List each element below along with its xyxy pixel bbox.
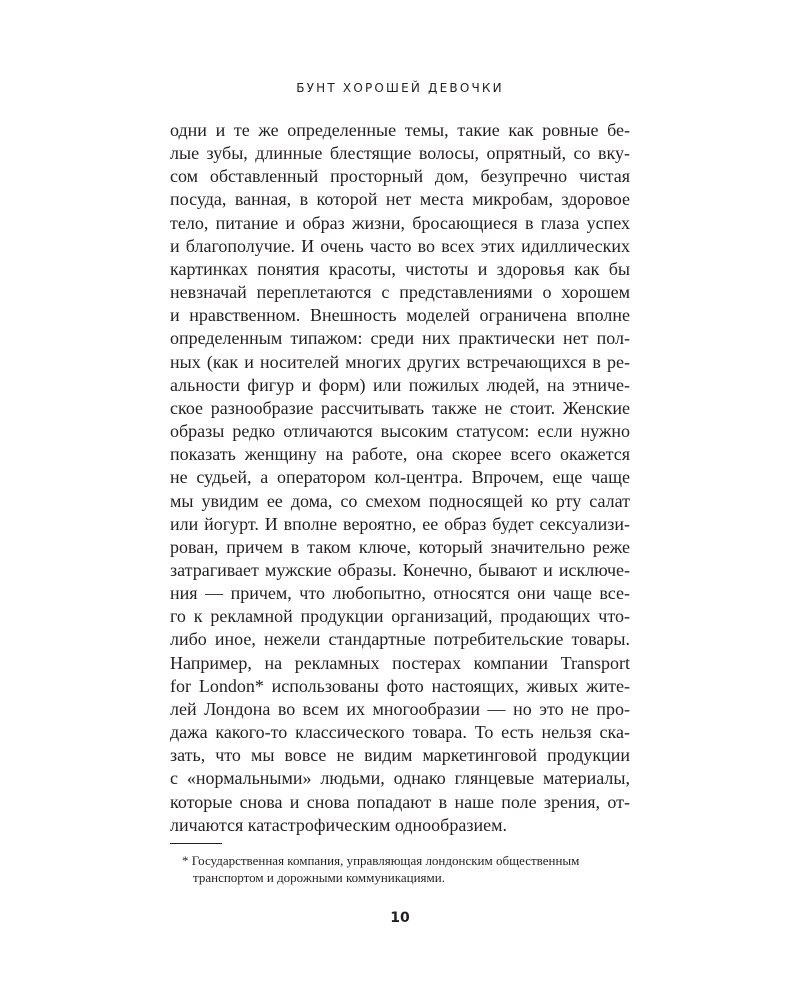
body-line: сом обставленный просторный дом, безупречно чистая <box>170 166 630 187</box>
body-line: с «нормальными» людьми, однако глянцевые материалы, <box>170 768 630 789</box>
body-line: альности фигур и форм) или пожилых людей, на этниче- <box>170 374 630 395</box>
body-line: и благополучие. И очень часто во всех этих идиллических <box>170 235 630 256</box>
body-line: ния — причем, что любопытно, относятся они чаще все- <box>170 583 630 604</box>
running-head: БУНТ ХОРОШЕЙ ДЕВОЧКИ <box>296 81 504 95</box>
body-line: посуда, ванная, в которой нет места микробам, здоровое <box>170 189 630 210</box>
body-line: определенным типажом: среди них практически нет пол- <box>170 328 630 349</box>
body-line: образы редко отличаются высоким статусом: если нужно <box>170 421 630 442</box>
footnote-line: * Государственная компания, управляющая лондонским общественным <box>182 853 580 868</box>
body-line: рован, причем в таком ключе, который значительно реже <box>170 536 630 557</box>
body-line: лей Лондона во всем их многообразии — но это не про- <box>170 698 630 719</box>
body-line: личаются катастрофическим однообразием. <box>170 814 507 835</box>
body-line: картинках понятия красоты, чистоты и здоровья как бы <box>170 258 630 279</box>
body-line: невзначай переплетаются с представлениями о хорошем <box>170 282 630 303</box>
body-line: которые снова и снова попадают в наше поле зрения, от- <box>170 791 630 812</box>
body-line: for London* использованы фото настоящих, живых жите- <box>170 675 630 696</box>
body-line: ское разнообразие рассчитывать также не стоит. Женские <box>170 397 630 418</box>
body-line: тело, питание и образ жизни, бросающиеся в глаза успех <box>170 212 630 233</box>
body-line: или йогурт. И вполне вероятно, ее образ будет сексуализи- <box>170 513 630 534</box>
body-line: не судьей, а оператором кол-центра. Впрочем, еще чаще <box>170 467 630 488</box>
body-line: Например, на рекламных постерах компании Transport <box>170 652 630 673</box>
footnote <box>182 852 630 886</box>
page-number: 10 <box>390 910 410 926</box>
body-line: показать женщину на работе, она скорее всего окажется <box>170 444 630 465</box>
footnote-line: транспортом и дорожными коммуникациями. <box>193 870 445 885</box>
body-line: го к рекламной продукции организаций, продающих что- <box>170 606 630 627</box>
body-line: затрагивает мужские образы. Конечно, бывают и исключе- <box>170 559 630 580</box>
body-line: зать, что мы вовсе не видим маркетинговой продукции <box>170 745 630 766</box>
body-line: одни и те же определенные темы, такие как ровные бе- <box>170 120 630 140</box>
body-line: лые зубы, длинные блестящие волосы, опрятный, со вку- <box>170 143 630 164</box>
body-line: мы увидим ее дома, со смехом подносящей ко рту салат <box>170 490 630 511</box>
body-line: ных (как и носителей многих других встречающихся в ре- <box>170 351 630 372</box>
body-line: либо иное, нежели стандартные потребительские товары. <box>170 629 630 650</box>
body-line: и нравственном. Внешность моделей ограничена вполне <box>170 305 630 326</box>
body-line: дажа какого-то классического товара. То есть нельзя ска- <box>170 722 630 743</box>
body-text <box>170 119 630 837</box>
footnote-rule <box>170 843 222 844</box>
